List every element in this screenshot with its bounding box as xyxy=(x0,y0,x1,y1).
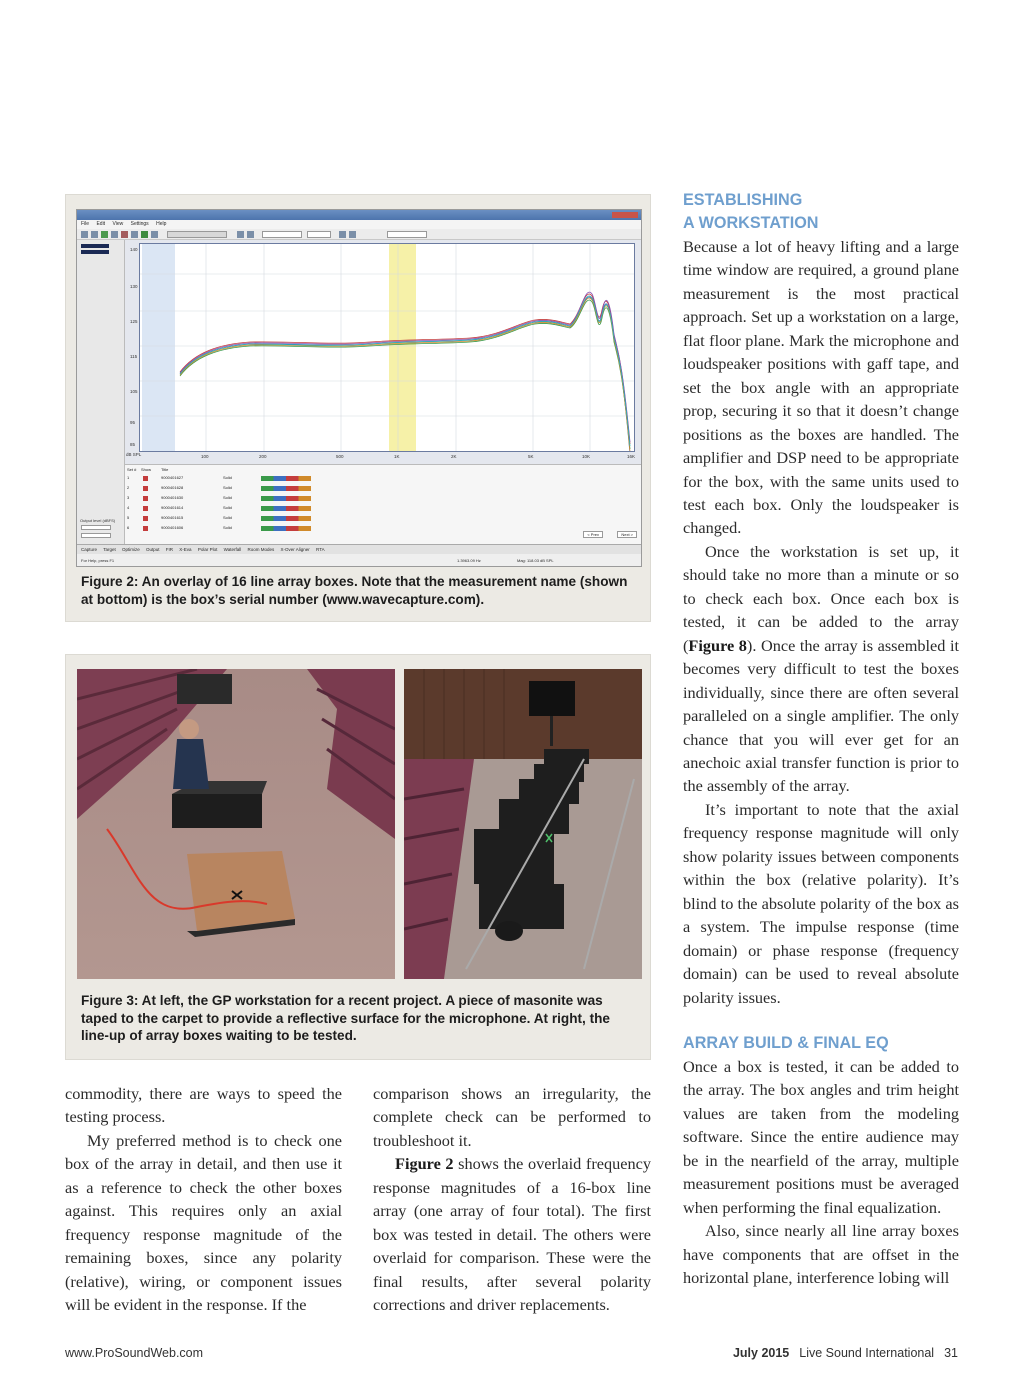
table-row xyxy=(127,515,317,523)
window-titlebar xyxy=(77,210,641,220)
table-row xyxy=(127,525,317,533)
table-row xyxy=(127,505,317,513)
tab-target: Target xyxy=(103,547,116,552)
table-row xyxy=(127,475,317,483)
workstation-photo xyxy=(77,669,395,979)
heading-line: A WORKSTATION xyxy=(683,214,819,232)
paragraph: Once a box is tested, it can be added to the array. The box angles and trim height values are taken from the modeling software. Since the entire audience may be in the nearfield of the array, multiple measurement positions must be averaged when performing the final equalization. xyxy=(683,1056,959,1217)
output-level-field xyxy=(81,525,111,530)
tab-optimize: Optimize xyxy=(121,547,140,552)
shaded-band-low xyxy=(142,244,175,451)
figure-3 xyxy=(65,654,651,1060)
y-tick: 115 xyxy=(130,354,138,359)
paragraph-text: ). Once the array is assembled it becomes very difficult to test the boxes individually, since there are often several paralleled on a single amplifier. The only chance that you will ever get for an anechoic axial transfer function is prior to the assembly of the array. xyxy=(683,635,959,796)
show-checkbox xyxy=(143,476,148,481)
tab-room-modes: Room Modes xyxy=(247,547,275,552)
plot-frame xyxy=(125,240,642,464)
figure-reference: Figure 2 xyxy=(395,1154,454,1174)
toolbar-icon xyxy=(237,231,244,238)
prev-button: < Prev xyxy=(583,531,603,538)
status-frequency: 1.3963.09 Hz xyxy=(457,558,481,563)
color-swatches xyxy=(261,516,311,521)
footer-url: www.ProSoundWeb.com xyxy=(65,1346,204,1360)
status-help: For Help, press F1 xyxy=(81,558,115,563)
row-number: 4 xyxy=(127,505,130,510)
row-number: 1 xyxy=(127,475,130,480)
toolbar xyxy=(77,229,641,240)
microphone-stand-base xyxy=(495,921,523,941)
output-level-field xyxy=(81,533,111,538)
technician xyxy=(179,719,199,739)
toolbar-icon xyxy=(339,231,346,238)
paragraph: It’s important to note that the axial frequency response magnitude will only show polarity issues between components within the box (relative polarity). It’s blind to the absolute polarity of the box as a system. The impulse response (time domain) or phase response (frequency domain) can be used to reveal absolute polarity issues. xyxy=(683,799,959,1007)
row-style: Solid xyxy=(223,515,232,520)
show-checkbox xyxy=(143,516,148,521)
play-icon xyxy=(141,231,148,238)
row-number: 2 xyxy=(127,485,130,490)
table-header-set: Set # xyxy=(127,467,137,472)
paragraph: My preferred method is to check one box of the array in detail, and then use it as a reference to check the other boxes against. This requires only an axial frequency response magnitude of the remaining boxes, since any polarity (relative), wiring, or component issues will be evident in the response. If the xyxy=(65,1130,342,1315)
toolbar-icon xyxy=(131,231,138,238)
workstation-illustration xyxy=(77,669,395,979)
y-tick: 130 xyxy=(130,284,138,289)
color-swatches xyxy=(261,506,311,511)
toolbar-icon xyxy=(349,231,356,238)
section-heading xyxy=(683,189,959,235)
figure-2-caption: Figure 2: An overlay of 16 line array boxes. Note that the measurement name (shown at bottom) is the box’s serial number (www.wavecapture.com). xyxy=(81,574,628,607)
tab-x-over-aligner: X-Over Aligner xyxy=(280,547,310,552)
column-middle xyxy=(373,1082,651,1317)
gridlines xyxy=(140,244,634,451)
frequency-response-plot xyxy=(139,243,635,452)
software-screenshot xyxy=(76,209,642,567)
color-swatches xyxy=(261,526,311,531)
toolbar-dropdown xyxy=(262,231,302,238)
status-magnitude: Mag: 118.03 dB SPL xyxy=(517,558,554,563)
status-bar xyxy=(77,554,641,567)
paragraph xyxy=(683,540,959,798)
toolbar-dropdown xyxy=(307,231,331,238)
row-title: 9000401614 xyxy=(161,505,184,510)
array-lineup-illustration xyxy=(404,669,642,979)
x-tick: 100 xyxy=(201,454,209,459)
paragraph-text: Once the workstation is set up, it should take no more than a minute or so to check each box. Once each box is tested, it can be added to the array ( xyxy=(683,541,959,655)
table-row xyxy=(127,495,317,503)
toolbar-icon xyxy=(101,231,108,238)
menu-view: View xyxy=(112,221,124,227)
next-button: Next > xyxy=(617,531,637,538)
row-title: 9000401627 xyxy=(161,475,184,480)
x-tick: 1K xyxy=(394,454,400,459)
row-title: 9000401606 xyxy=(161,525,184,530)
measurement-table xyxy=(125,464,642,544)
menu-bar xyxy=(77,220,641,229)
row-style: Solid xyxy=(223,525,232,530)
level-meter xyxy=(81,250,109,254)
toolbar-icon xyxy=(91,231,98,238)
toolbar-slider xyxy=(167,231,227,238)
row-style: Solid xyxy=(223,485,232,490)
y-tick: 125 xyxy=(130,319,138,324)
x-tick: 500 xyxy=(336,454,344,459)
row-title: 9000401630 xyxy=(161,495,184,500)
table-header-show: Show xyxy=(141,467,152,472)
section-heading: ARRAY BUILD & FINAL EQ xyxy=(683,1033,889,1052)
x-tick: 2K xyxy=(451,454,457,459)
column-left xyxy=(65,1082,342,1317)
show-checkbox xyxy=(143,506,148,511)
paragraph: comparison shows an irregularity, the complete check can be performed to troubleshoot it. xyxy=(373,1084,651,1150)
color-swatches xyxy=(261,496,311,501)
window-controls xyxy=(612,212,638,218)
tab-polar-plot: Polar Plot xyxy=(197,547,218,552)
tab-fir: FIR xyxy=(165,547,174,552)
output-level-label: Output level (dBFS) xyxy=(80,518,116,523)
tab-waterfall: Waterfall xyxy=(223,547,242,552)
tab-capture: Capture xyxy=(81,547,98,552)
tab-x-eva: X-Eva xyxy=(179,547,192,552)
row-style: Solid xyxy=(223,495,232,500)
wood-wall xyxy=(404,669,642,759)
tab-rta: RTA xyxy=(316,547,325,552)
level-meter xyxy=(81,244,109,248)
column-right xyxy=(683,189,959,1289)
paragraph xyxy=(373,1152,651,1316)
footer-info xyxy=(733,1346,958,1360)
paragraph: Also, since nearly all line array boxes have components that are offset in the horizontal plane, interference lobing will xyxy=(683,1221,959,1288)
y-axis-unit: dB SPL xyxy=(126,452,142,457)
x-tick: 5K xyxy=(528,454,534,459)
row-title: 9000401615 xyxy=(161,515,184,520)
color-swatches xyxy=(261,476,311,481)
table-row xyxy=(127,485,317,493)
bottom-tabs xyxy=(77,544,641,554)
row-number: 5 xyxy=(127,515,130,520)
x-tick: 200 xyxy=(259,454,267,459)
row-style: Solid xyxy=(223,475,232,480)
color-swatches xyxy=(261,486,311,491)
toolbar-icon xyxy=(151,231,158,238)
y-tick: 95 xyxy=(130,420,136,425)
figure-reference: Figure 8 xyxy=(688,635,747,655)
show-checkbox xyxy=(143,496,148,501)
tab-output: Output xyxy=(146,547,160,552)
left-panel xyxy=(77,240,125,554)
row-style: Solid xyxy=(223,505,232,510)
menu-file: File xyxy=(81,221,90,227)
array-lineup-photo xyxy=(404,669,642,979)
y-tick: 85 xyxy=(130,442,136,447)
figure-3-caption: Figure 3: At left, the GP workstation for a recent project. A piece of masonite was taped to the carpet to provide a reflective surface for the microphone. At right, the line-up of array boxes waiting to be tested. xyxy=(81,993,610,1044)
table-header-title: Title xyxy=(161,467,169,472)
magazine-name: Live Sound International xyxy=(799,1346,935,1360)
toolbar-icon xyxy=(247,231,254,238)
y-tick: 105 xyxy=(130,389,138,394)
row-title: 9000401628 xyxy=(161,485,184,490)
page-number: 31 xyxy=(944,1346,958,1360)
loudspeaker-cases xyxy=(177,674,232,704)
x-tick: 10K xyxy=(582,454,591,459)
heading-line: ESTABLISHING xyxy=(683,191,803,209)
loudspeaker-box xyxy=(172,794,262,828)
issue-date: July 2015 xyxy=(732,1346,790,1360)
toolbar-icon xyxy=(81,231,88,238)
toolbar-dropdown xyxy=(387,231,427,238)
toolbar-icon xyxy=(111,231,118,238)
paragraph: commodity, there are ways to speed the testing process. xyxy=(65,1084,342,1127)
show-checkbox xyxy=(143,526,148,531)
figure-2 xyxy=(65,194,651,622)
menu-edit: Edit xyxy=(96,221,106,227)
toolbar-icon xyxy=(121,231,128,238)
row-number: 6 xyxy=(127,525,130,530)
menu-settings: Settings xyxy=(130,221,149,227)
paragraph-text: shows the overlaid frequency response magnitudes of a 16-box line array (one array of four total). The first box was tested in detail. The others were overlaid for comparison. These were the final results, after several polarity corrections and driver replacements. xyxy=(373,1154,651,1315)
response-chart xyxy=(140,244,634,451)
y-tick: 140 xyxy=(130,247,138,252)
row-number: 3 xyxy=(127,495,130,500)
show-checkbox xyxy=(143,486,148,491)
shaded-band-mid xyxy=(389,244,416,451)
paragraph: Because a lot of heavy lifting and a large time window are required, a ground plane measurement is the most practical approach. Set up a workstation on a large, flat floor plane. Mark the microphone and loudspeaker positions with gaff tape, and set the box angle with an appropriate prop, securing it so that it doesn’t change positions as the boxes are handled. The amplifier and DSP need to be appropriate for the box, with the same units used to test each box. Only the loudspeaker is changed. xyxy=(683,237,959,538)
x-tick: 16K xyxy=(627,454,636,459)
monitor-screen xyxy=(529,681,575,716)
menu-help: Help xyxy=(156,221,167,227)
